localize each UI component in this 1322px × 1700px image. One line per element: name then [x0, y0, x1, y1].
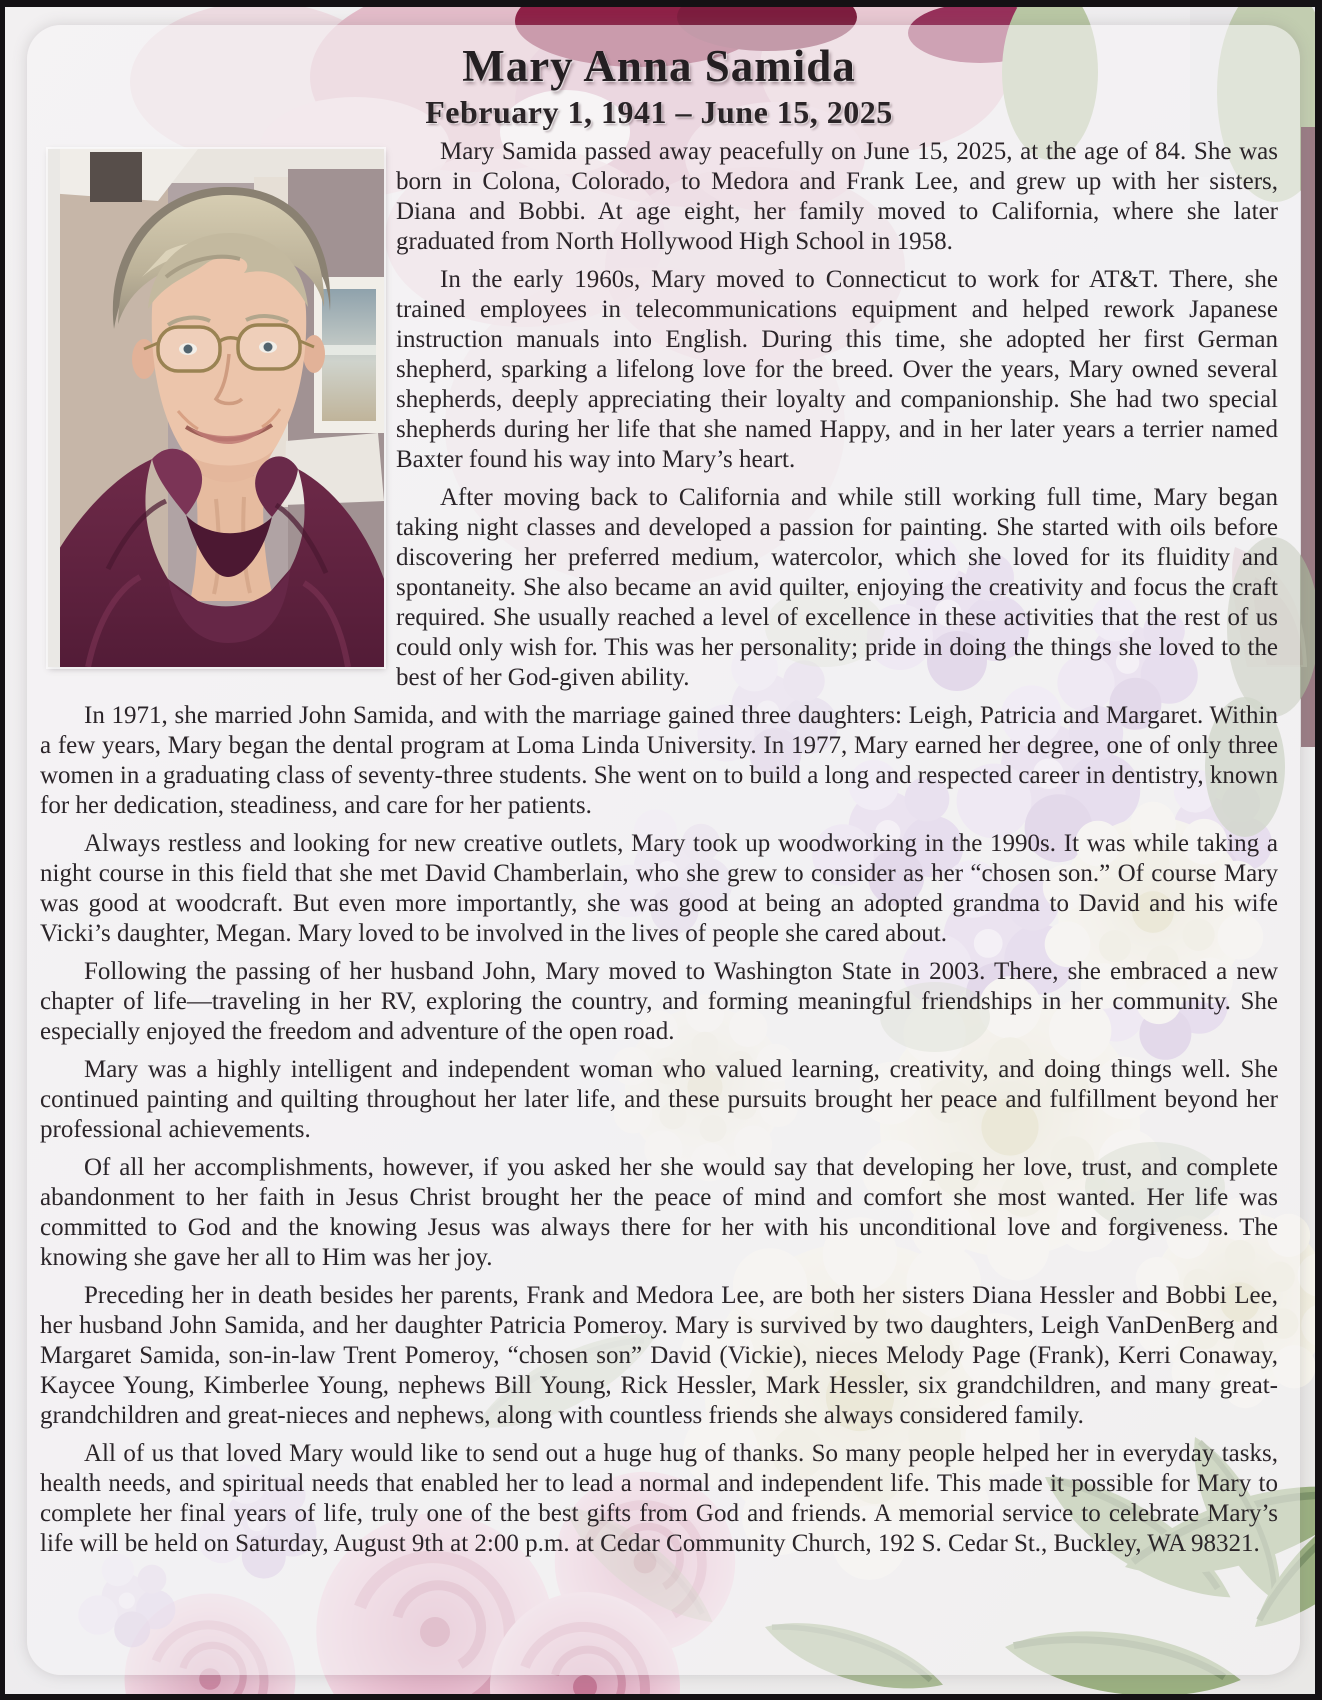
obituary-card [27, 25, 1300, 1675]
obituary-paragraph: Of all her accomplishments, however, if you asked her she would say that developing her love, trust, and complete abandonment to her faith in Jesus Christ brought her the peace of mind and comfort she most wanted. Her life was committed to God and the knowing Jesus was always there for her with his unconditional love and forgiveness. The knowing she gave her all to Him was her joy. [40, 1154, 1278, 1271]
deceased-name: Mary Anna Samida [462, 41, 856, 91]
obituary-paragraph: Mary Samida passed away peacefully on June 15, 2025, at the age of 84. She was born in Colona, Colorado, to Medora and Frank Lee, and grew up with her sisters, Diana and Bobbi. At age eight, her family moved to California, where she later graduated from North Hollywood High School in 1958. [396, 138, 1278, 255]
obituary-paragraph: In 1971, she married John Samida, and with the marriage gained three daughters: Leigh, Patricia and Margaret. Within a few years, Mary began the dental program at Loma Linda University. In 1977, Mary earned her degree, one of only three women in a graduating class of seventy-three students. She went on to build a long and respected career in dentistry, known for her dedication, steadiness, and care for her patients. [40, 702, 1278, 819]
obituary-paragraph: Preceding her in death besides her parents, Frank and Medora Lee, are both her sisters Diana Hessler and Bobbi Lee, her husband John Samida, and her daughter Patricia Pomeroy. Mary is survived by two daughters, Leigh VanDenBerg and Margaret Samida, son-in-law Trent Pomeroy, “chosen son” David (Vickie), nieces Melody Page (Frank), Kerri Conaway, Kaycee Young, Kimberlee Young, nephews Bill Young, Rick Hessler, Mark Hessler, six grandchildren, and many great-grandchildren and great-nieces and nephews, along with countless friends she always considered family. [40, 1282, 1278, 1429]
obituary-paragraph: Mary was a highly intelligent and independent woman who valued learning, creativity, and doing things well. She continued painting and quilting throughout her later life, and these pursuits brought her peace and fulfillment beyond her professional achievements. [40, 1056, 1278, 1143]
obituary-paragraph: In the early 1960s, Mary moved to Connecticut to work for AT&T. There, she trained employees in telecommunications equipment and helped rework Japanese instruction manuals into English. During this time, she adopted her first German shepherd, sparking a lifelong love for the breed. Over the years, Mary owned several shepherds, deeply appreciating their loyalty and companionship. She had two special shepherds during her life that she named Happy, and in her later years a terrier named Baxter found his way into Mary’s heart. [396, 266, 1278, 473]
obituary-body [40, 137, 1278, 1559]
obituary-paragraph: After moving back to California and while still working full time, Mary began taking night classes and developed a passion for painting. She started with oils before discovering her preferred medium, watercolor, which she loved for its fluidity and spontaneity. She also became an avid quilter, enjoying the creativity and focus the craft required. She usually reached a level of excellence in these activities that the rest of us could only wish for. This was her personality; pride in doing the things she loved to the best of her God-given ability. [396, 484, 1278, 691]
life-dates: February 1, 1941 – June 15, 2025 [425, 94, 893, 130]
obituary-paragraph: Always restless and looking for new creative outlets, Mary took up woodworking in the 1990s. It was while taking a night course in this field that she met David Chamberlain, who she grew to consider as her “chosen son.” Of course Mary was good at woodcraft. But even more importantly, she was good at being an adopted grandma to David and his wife Vicki’s daughter, Megan. Mary loved to be involved in the lives of people she cared about. [40, 830, 1278, 947]
portrait-photo [48, 149, 384, 667]
obituary-paragraph: Following the passing of her husband John, Mary moved to Washington State in 2003. There, she embraced a new chapter of life—traveling in her RV, exploring the country, and forming meaningful friendships in her community. She especially enjoyed the freedom and adventure of the open road. [40, 958, 1278, 1045]
obituary-paragraph: All of us that loved Mary would like to send out a huge hug of thanks. So many people helped her in everyday tasks, health needs, and spiritual needs that enabled her to lead a normal and independent life. This made it possible for Mary to complete her final years of life, truly one of the best gifts from God and friends. A memorial service to celebrate Mary’s life will be held on Saturday, August 9th at 2:00 p.m. at Cedar Community Church, 192 S. Cedar St., Buckley, WA 98321. [40, 1440, 1278, 1557]
